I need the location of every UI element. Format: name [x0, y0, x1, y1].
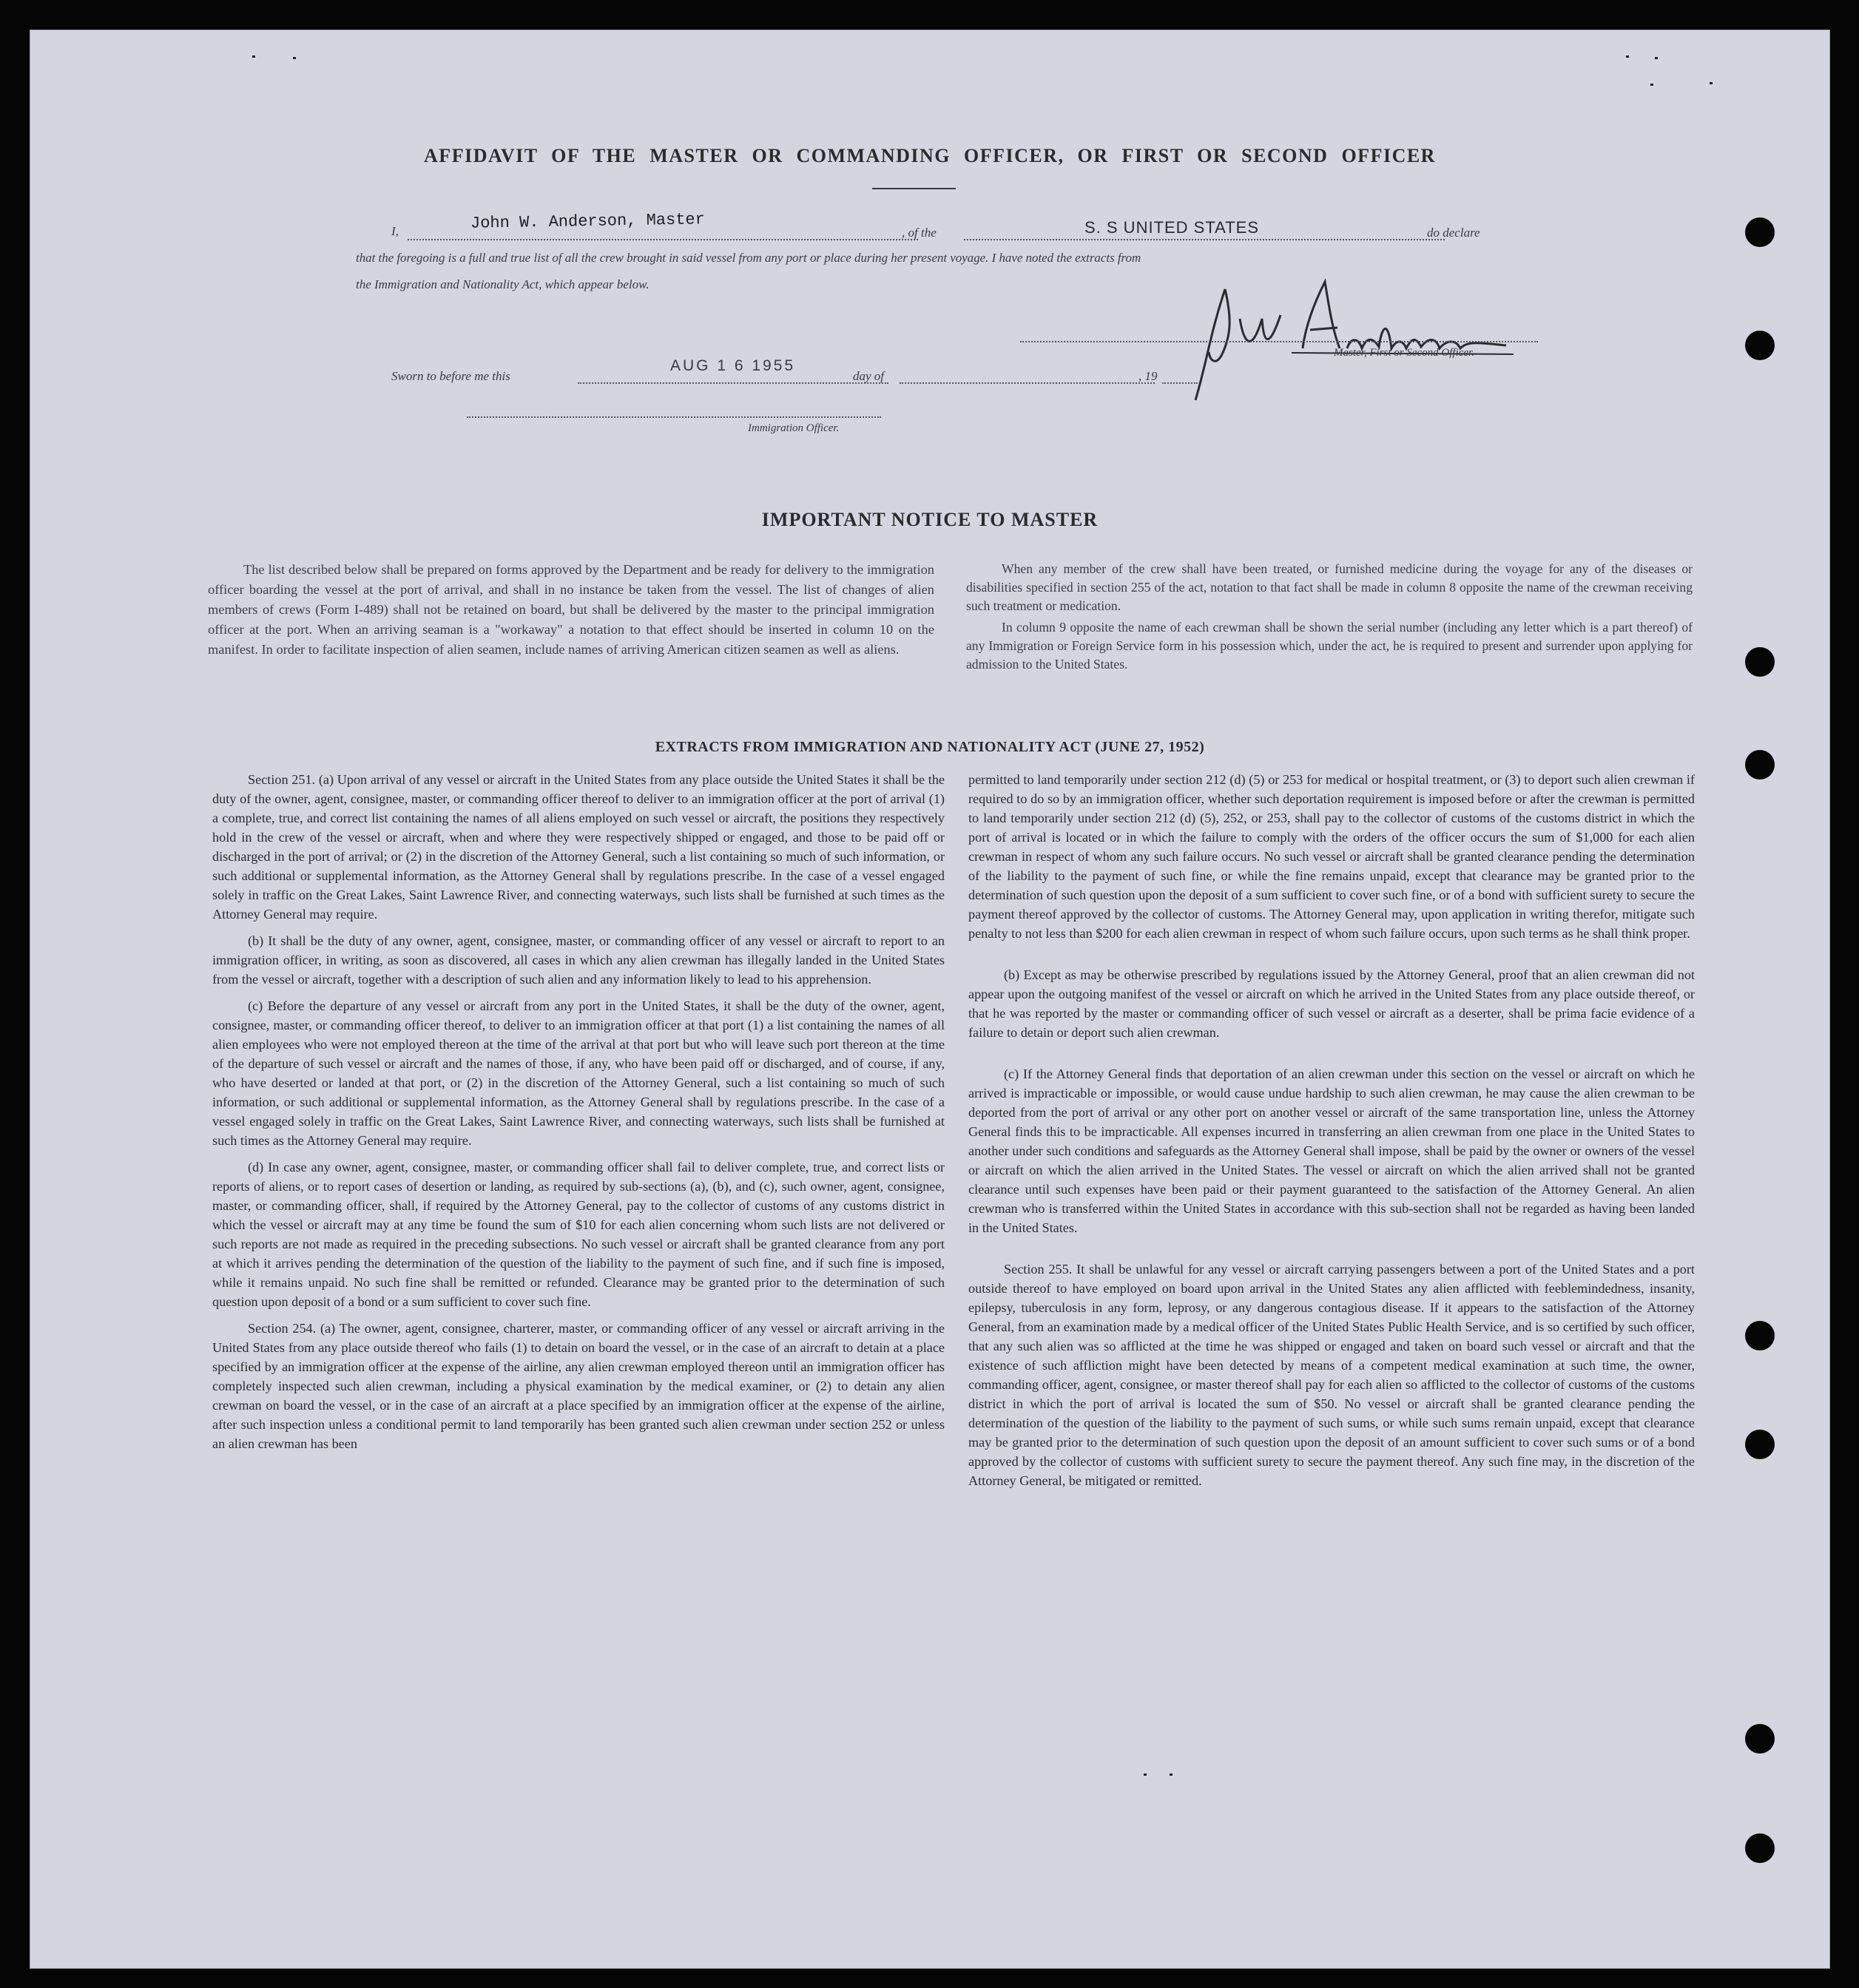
- punch-hole: [1745, 1833, 1775, 1863]
- punch-hole: [1745, 647, 1775, 677]
- signature-line: [1020, 341, 1538, 342]
- name-line: [408, 239, 918, 240]
- affidavit-title: AFFIDAVIT OF THE MASTER OR COMMANDING OFFICER, OR FIRST OR SECOND OFFICER: [424, 145, 1436, 166]
- master-name-typed: John W. Anderson, Master: [470, 210, 706, 233]
- year-line: [1162, 382, 1198, 384]
- declaration-line1: that the foregoing is a full and true list of all the crew brought in said vessel from any port or place during her present voyage. I have noted the extracts from: [356, 251, 1141, 265]
- declaration-line2: the Immigration and Nationality Act, which appear below.: [356, 277, 650, 291]
- notice-right-paragraph-1: When any member of the crew shall have been treated, or furnished medicine during the voyage for any of the diseases or disabilities specified in section 255 of the act, notation to that fact shall be made in column 8 opposite the name of the crewman receiving such treatment or medication.: [966, 561, 1693, 613]
- notice-title: IMPORTANT NOTICE TO MASTER: [761, 509, 1099, 530]
- vessel-name: S. S UNITED STATES: [1084, 218, 1259, 237]
- immigration-officer-caption: Immigration Officer.: [748, 422, 840, 434]
- vessel-line: [964, 239, 1445, 240]
- day-of-label: day of: [853, 369, 885, 383]
- speck: [1650, 84, 1653, 86]
- punch-hole: [1745, 1321, 1775, 1350]
- speck: [293, 57, 296, 59]
- title-rule: [872, 188, 956, 189]
- extracts-right-column: [968, 770, 1695, 1498]
- section-254-b: (b) Except as may be otherwise prescribed by regulations issued by the Attorney General, proof that an alien crewman did not appear upon the outgoing manifest of the vessel or aircraft on which he arrived in the United States from any place outside thereof, or that he was reported by the master or commanding officer of such vessel or aircraft as a deserter, shall be prima facie evidence of a failure to detain or deport such alien crewman.: [968, 967, 1695, 1040]
- sworn-label: Sworn to before me this: [391, 369, 510, 383]
- speck: [1626, 55, 1629, 58]
- signature-caption: Master, First or Second Officer.: [1334, 347, 1474, 359]
- notice-left-paragraph: The list described below shall be prepared on forms approved by the Department and be ready for delivery to the immigration officer boarding the vessel at the port of arrival, and shall in no instance be taken from the vessel. The list of changes of alien members of crews (Form I-489) shall not be retained on board, but shall be delivered by the master to the principal immigration officer at the port. When an arriving seaman is a "workaway" a notation to that effect should be inserted in column 10 on the manifest. In order to facilitate inspection of alien seamen, include names of arriving American citizen seamen as well as aliens.: [208, 562, 934, 657]
- notice-right-paragraph-2: In column 9 opposite the name of each crewman shall be shown the serial number (including any letter which is a part thereof) of any Immigration or Foreign Service form in his possession which, under the act, he is required to present and surrender upon applying for admission to the United States.: [966, 620, 1693, 672]
- received-date-stamp: AUG 1 6 1955: [670, 357, 796, 374]
- section-255: Section 255. It shall be unlawful for any vessel or aircraft carrying passengers between a port of the United States and a port outside thereof to have employed on board upon arrival in the United States any alien afflicted with feeblemindedness, insanity, epilepsy, tuberculosis in any form, leprosy, or any dangerous contagious disease. If it appears to the satisfaction of the Attorney General, from an examination made by a medical officer of the United States Public Health Service, and is so certified by such officer, that any such alien was so afflicted at the time he was shipped or engaged and taken on board such vessel or aircraft and that the existence of such affliction might have been detected by means of a competent medical examination at such time, the owner, commanding officer, agent, consignee, or master thereof shall pay for each alien so afflicted to the collector of customs of the customs district in which the port of arrival is located the sum of $50. No vessel or aircraft shall be granted clearance pending the determination of the question of the liability to the payment of such sums, or while such sums remain unpaid, except that clearance may be granted prior to the determination of such question upon the deposit of an amount sufficient to cover such sums or of a bond approved by the collector of customs with sufficient surety to secure the payment thereof. Any such fine may, in the discretion of the Attorney General, be mitigated or remitted.: [968, 1262, 1695, 1488]
- section-254-c: (c) If the Attorney General finds that deportation of an alien crewman under this section on the vessel or aircraft on which he arrived is impracticable or impossible, or would cause undue hardship to such alien crewman, he may cause the alien crewman to be deported from the port of arrival or any other port on another vessel or aircraft of the same transportation line, unless the Attorney General finds this to be impracticable. All expenses incurred in transferring an alien crewman from one place in the United States to another under such conditions and safeguards as the Attorney General shall impose, shall be paid by the owner or owners of the vessel or aircraft on which the alien arrived in the United States. The vessel or aircraft on which the alien arrived shall not be granted clearance until such expenses have been paid or their payment guaranteed to the satisfaction of the Attorney General. An alien crewman who is transferred within the United States in accordance with this sub-section shall not be regarded as having been landed in the United States.: [968, 1066, 1695, 1235]
- extracts-title: EXTRACTS FROM IMMIGRATION AND NATIONALITY ACT (JUNE 27, 1952): [655, 739, 1205, 755]
- speck: [252, 55, 255, 58]
- year-prefix: , 19: [1138, 369, 1158, 383]
- immigration-officer-line: [467, 416, 881, 418]
- speck: [1144, 1774, 1147, 1776]
- section-251-c: (c) Before the departure of any vessel or aircraft from any port in the United States, it shall be the duty of the owner, agent, consignee, master, or commanding officer thereof, to deliver to an immigration officer at that port (1) a list containing the names of all alien employees who were not employed thereon at the time of the arrival at that port but who will leave such port thereon at the time of the departure of such vessel or aircraft and the names of those, if any, who have been paid off or discharged, and of course, if any, who have deserted or landed at that port, or (2) in the discretion of the Attorney General, such a list containing so much of such information, or such additional or supplemental information, as the Attorney General shall by regulations prescribe. In the case of a vessel engaged solely in traffic on the Great Lakes, Saint Lawrence River, and connecting waterways, such lists shall be furnished at such times as the Attorney General may require.: [212, 998, 945, 1148]
- label-of-the: , of the: [902, 226, 937, 240]
- section-254-a-continued: permitted to land temporarily under section 212 (d) (5) or 253 for medical or hospital treatment, or (3) to deport such alien crewman if required to do so by an immigration officer, whether such deportation requirement is imposed before or after the crewman is permitted to land temporarily under section 212 (d) (5), 252, or 253, shall pay to the collector of customs of the customs district in which the port of arrival is located or in which the failure to comply with the orders of the officer occurs the sum of $1,000 for each alien crewman in respect of whom any such failure occurs. No such vessel or aircraft shall be granted clearance pending the determination of the liability to the payment of such fine, or while the fine remains unpaid, except that clearance may be granted prior to the determination of such question upon the deposit of a sum sufficient to cover such fine, or of a bond with sufficient surety to secure the payment thereof approved by the collector of customs. The Attorney General may, upon application in writing therefor, mitigate such penalty to not less than $200 for each alien crewman in respect of whom such failure occurs, upon such terms as he shall think proper.: [968, 772, 1695, 941]
- month-line: [900, 382, 1155, 384]
- punch-hole: [1745, 1430, 1775, 1459]
- punch-hole: [1745, 1724, 1775, 1754]
- punch-hole: [1745, 331, 1775, 360]
- speck: [1655, 57, 1658, 59]
- notice-right-column: [966, 560, 1693, 681]
- section-251-d: (d) In case any owner, agent, consignee, master, or commanding officer shall fail to deliver complete, true, and correct lists or reports of aliens, or to report cases of desertion or landing, as required by sub-sections (a), (b), and (c), such owner, agent, consignee, master, or commanding officer, shall, if required by the Attorney General, pay to the collector of customs of any customs district in which the vessel or aircraft may at any time be found the sum of $10 for each alien concerning whom such lists are not delivered or such reports are not made as required in the preceding subsections. No such vessel or aircraft shall be granted clearance from any port at which it arrives pending the determination of the question of the liability to the payment of such fine, and if such fine is imposed, while it remains unpaid. No such fine shall be remitted or refunded. Clearance may be granted prior to the determination of such question upon deposit of a bond or a sum sufficient to cover such fine.: [212, 1160, 945, 1309]
- speck: [1710, 82, 1713, 84]
- label-i: I,: [391, 224, 399, 238]
- section-251-a: Section 251. (a) Upon arrival of any vessel or aircraft in the United States from any place outside the United States it shall be the duty of the owner, agent, consignee, master, or commanding officer thereof to deliver to an immigration officer at the port of arrival (1) a complete, true, and correct list containing the names of all aliens employed on such vessel or aircraft, the positions they respectively hold in the crew of the vessel or aircraft, when and where they were respectively shipped or engaged, and those to be paid off or discharged in the port of arrival; or (2) in the discretion of the Attorney General, such a list containing so much of such information, or such additional or supplemental information, as the Attorney General shall by regulations prescribe. In the case of a vessel engaged solely in traffic on the Great Lakes, Saint Lawrence River, and connecting waterways, such lists shall be furnished at such times as the Attorney General may require.: [212, 772, 945, 922]
- label-do-declare: do declare: [1427, 226, 1480, 240]
- punch-hole: [1745, 217, 1775, 247]
- section-251-b: (b) It shall be the duty of any owner, agent, consignee, master, or commanding officer of any vessel or aircraft to report to an immigration officer, in writing, as soon as discovered, all cases in which any alien crewman has illegally landed in the United States from the vessel or aircraft, together with a description of such alien and any information likely to lead to his apprehension.: [212, 933, 945, 987]
- sworn-date-line: [578, 382, 888, 384]
- document-page: [30, 30, 1830, 1969]
- section-254-a: Section 254. (a) The owner, agent, consignee, charterer, master, or commanding officer of any vessel or aircraft arriving in the United States from any place outside thereof who fails (1) to detain on board the vessel, or in the case of an aircraft to detain at a place specified by an immigration officer at the expense of the airline, any alien crewman employed thereon until an immigration officer has completely inspected such alien crewman, including a physical examination by the medical examiner, or (2) to detain any alien crewman on board the vessel, or in the case of an aircraft at a place specified by an immigration officer at the expense of the airline, after such inspection unless a conditional permit to land temporarily has been granted such alien crewman under section 252 or unless an alien crewman has been: [212, 1321, 945, 1451]
- extracts-left-column: [212, 770, 945, 1461]
- speck: [1170, 1774, 1173, 1776]
- notice-left-column: [208, 560, 934, 667]
